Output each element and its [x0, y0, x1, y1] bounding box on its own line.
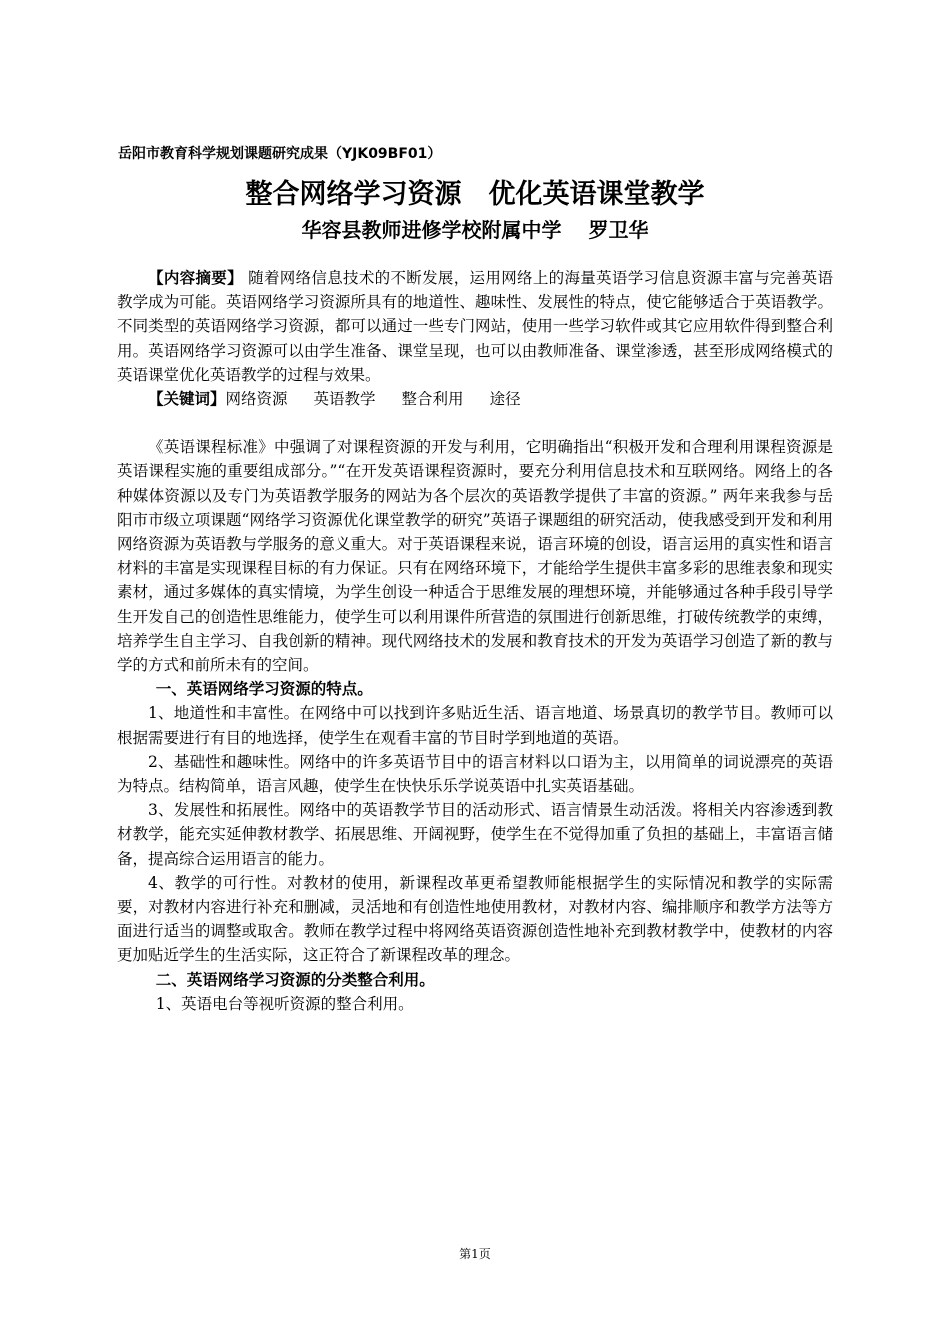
keywords-label: 【关键词】 [148, 390, 226, 409]
keywords-paragraph [117, 387, 833, 411]
section-1-item: 4、教学的可行性。对教材的使用，新课程改革更希望教师能根据学生的实际情况和教学的实际需要，对教材内容进行补充和删减，灵活地和有创造性地使用教材，对教材内容、编排顺序和教学方法等方面进行适当的调整或取舍。教师在教学过程中将网络英语资源创造性地补充到教材教学中，使教材的内容更加贴近学生的生活实际，这正符合了新课程改革的理念。 [117, 873, 833, 965]
section-2-heading: 二、英语网络学习资源的分类整合利用。 [155, 970, 435, 989]
abstract-label: 【内容摘要】 [148, 269, 243, 287]
keyword-item: 网络资源 [225, 390, 288, 409]
abstract-text: 随着网络信息技术的不断发展，运用网络上的海量英语学习信息资源丰富与完善英语教学成为可能。英语网络学习资源所具有的地道性、趣味性、发展性的特点，使它能够适合于英语教学。不同类型的英语网络学习资源，都可以通过一些专门网站，使用一些学习软件或其它应用软件得到整合利用。英语网络学习资源可以由学生准备、课堂呈现，也可以由教师准备、课堂渗透，甚至形成网络模式的英语课堂优化英语教学的过程与效果。 [117, 269, 833, 384]
section-2-item: 1、英语电台等视听资源的整合利用。 [155, 994, 414, 1013]
author-line: 华容县教师进修学校附属中学 罗卫华 [301, 218, 649, 242]
document-title: 整合网络学习资源 优化英语课堂教学 [245, 179, 705, 210]
document-body [117, 266, 833, 1016]
abstract-paragraph [117, 266, 833, 387]
section-1-item: 2、基础性和趣味性。网络中的许多英语节目中的语言材料以口语为主，以用简单的词说漂亮的英语为特点。结构简单，语言风趣，使学生在快快乐乐学说英语中扎实英语基础。 [117, 752, 833, 796]
keyword-item: 整合利用 [401, 390, 464, 409]
research-project-note: 岳阳市教育科学规划课题研究成果（YJK09BF01） [118, 146, 442, 162]
keyword-item: 途径 [489, 390, 521, 409]
section-1-heading: 一、英语网络学习资源的特点。 [155, 680, 373, 699]
keyword-item: 英语教学 [313, 390, 376, 409]
paragraph-spacer [117, 411, 833, 435]
intro-paragraph: 《英语课程标准》中强调了对课程资源的开发与利用，它明确指出“积极开发和合理利用课程资源是英语课程实施的重要组成部分。”“在开发英语课程资源时，要充分利用信息技术和互联网络。网络上的各种媒体资源以及专门为英语教学服务的网站为各个层次的英语教学提供了丰富的资源。” 两年来我参与岳阳市市级立项课题“网络学习资源优化课堂教学的研究”英语子课题组的研究活动，使我感受到开发和利用网络资源为英语教与学服务的意义重大。对于英语课程来说，语言环境的创设，语言运用的真实性和语言材料的丰富是实现课程目标的有力保证。只有在网络环境下，才能给学生提供丰富多彩的思维表象和现实素材，通过多媒体的真实情境，为学生创设一种适合于思维发展的理想环境，并能够通过各种手段引导学生开发自己的创造性思维能力，使学生可以利用课件所营造的氛围进行创新思维，打破传统教学的束缚，培养学生自主学习、自我创新的精神。现代网络技术的发展和教育技术的开发为英语学习创造了新的教与学的方式和前所未有的空间。 [117, 438, 833, 675]
page-number: 第1页 [459, 1247, 491, 1261]
section-1-item: 3、发展性和拓展性。网络中的英语教学节目的活动形式、语言情景生动活泼。将相关内容渗透到教材教学，能充实延伸教材教学、拓展思维、开阔视野，使学生在不觉得加重了负担的基础上，丰富语言储备，提高综合运用语言的能力。 [117, 801, 833, 868]
section-1-item: 1、地道性和丰富性。在网络中可以找到许多贴近生活、语言地道、场景真切的教学节目。教师可以根据需要进行有目的地选择，使学生在观看丰富的节目时学到地道的英语。 [117, 704, 833, 747]
